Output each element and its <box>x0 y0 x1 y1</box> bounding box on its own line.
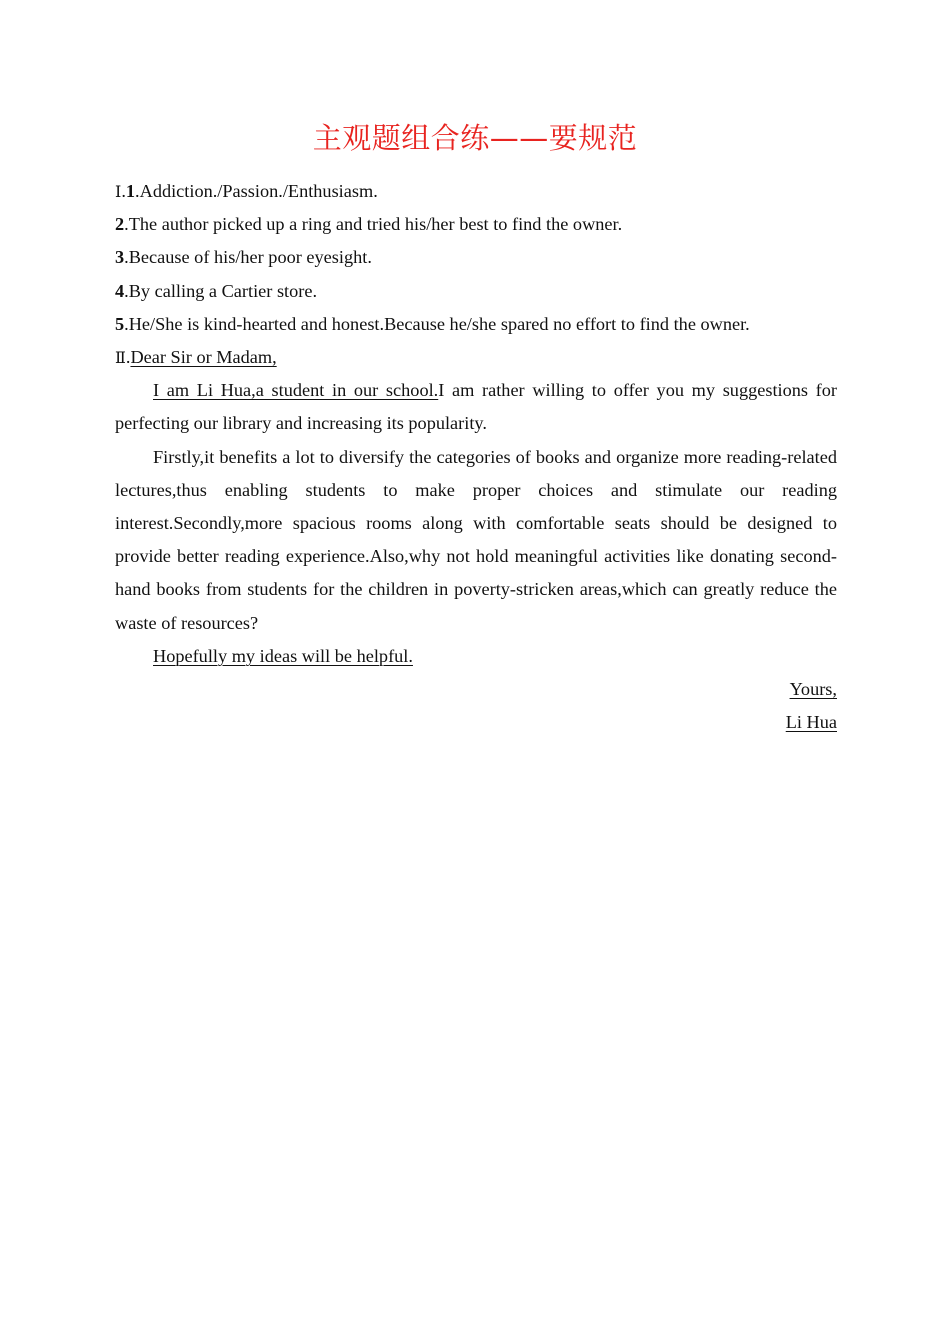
answer-number-2: 2 <box>115 214 125 235</box>
section-1-numeral: Ⅰ <box>115 182 122 201</box>
answer-line-3 <box>115 241 837 274</box>
letter-closing-line: Hopefully my ideas will be helpful. <box>153 645 413 666</box>
page-title: 主观题组合练——要规范 <box>312 121 638 155</box>
letter-intro-underlined: I am Li Hua,a student in our school. <box>153 380 439 401</box>
letter-signature-line <box>115 706 837 739</box>
answer-line-2 <box>115 208 837 241</box>
answer-text-4: .By calling a Cartier store. <box>124 280 318 301</box>
answer-number-1: 1 <box>125 181 136 201</box>
letter-greeting-line: Ⅱ.Dear Sir or Madam, <box>115 347 277 368</box>
letter-intro-paragraph <box>115 374 837 440</box>
letter-signature: Li Hua <box>785 712 837 733</box>
answer-line-5 <box>115 308 837 341</box>
answer-content <box>115 175 837 739</box>
letter-signoff: Yours, <box>789 679 837 700</box>
section-2-numeral: Ⅱ <box>115 348 126 368</box>
answer-line-4 <box>115 275 837 308</box>
letter-intro-rest: I am rather willing to offer you my suggestions for perfecting our library and increasing its popularity. <box>115 380 838 434</box>
answer-line-1: Ⅰ.1.Addiction./Passion./Enthusiasm. <box>115 181 378 201</box>
answer-number-4: 4 <box>115 280 125 301</box>
answer-text-2: .The author picked up a ring and tried his/her best to find the owner. <box>124 214 623 235</box>
letter-signoff-line <box>115 673 837 706</box>
answer-number-3: 3 <box>115 247 125 268</box>
answer-number-5: 5 <box>115 313 125 334</box>
answer-text-5: .He/She is kind-hearted and honest.Because he/she spared no effort to find the owner. <box>124 313 750 334</box>
letter-closing-paragraph <box>115 640 837 673</box>
letter-body-paragraph: Firstly,it benefits a lot to diversify the categories of books and organize more reading-related lectures,thus enabling students to make proper choices and stimulate our reading interest.Secondly,more spacious rooms along with comfortable seats should be designed to provide better reading experience.Also,why not hold meaningful activities like donating second-hand books from students for the children in poverty-stricken areas,which can greatly reduce the waste of resources? <box>115 446 837 633</box>
answer-text-3: .Because of his/her poor eyesight. <box>124 247 372 268</box>
letter-greeting: Dear Sir or Madam, <box>130 347 277 368</box>
answer-text-1: .Addiction./Passion./Enthusiasm. <box>135 181 378 201</box>
